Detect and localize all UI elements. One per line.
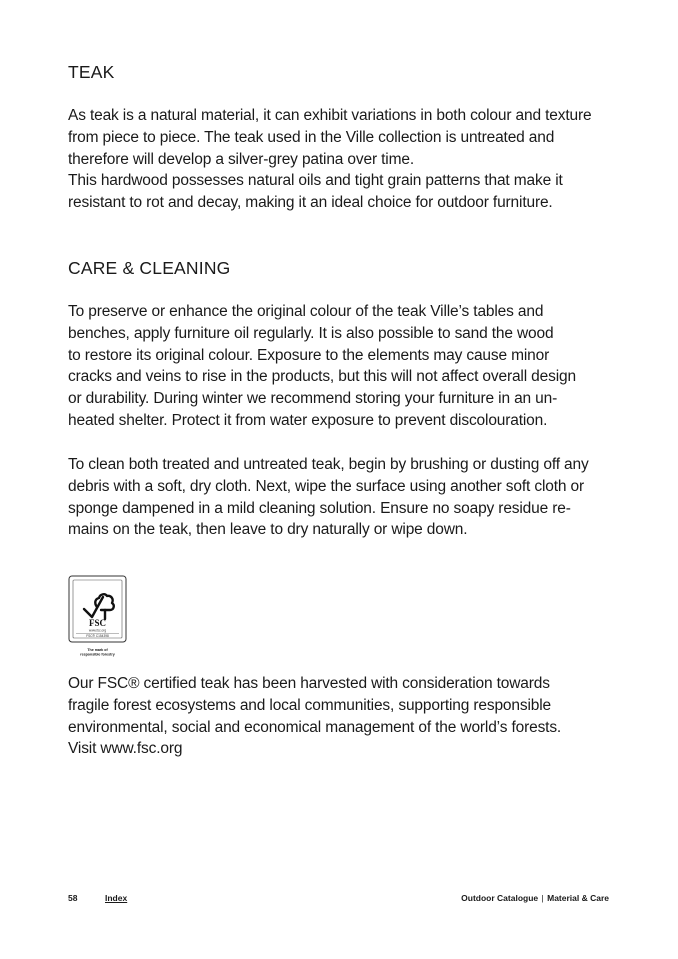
text-line: sponge dampened in a mild cleaning solution. Ensure no soapy residue re- bbox=[68, 499, 571, 517]
care-cleaning-heading: CARE & CLEANING bbox=[68, 258, 231, 278]
text-line: from piece to piece. The teak used in the Ville collection is untreated and bbox=[68, 128, 555, 146]
text-line: Our FSC® certified teak has been harvested with consideration towards bbox=[68, 675, 550, 692]
fsc-tagline: responsible forestry bbox=[80, 652, 115, 657]
section-name: Material & Care bbox=[547, 893, 609, 903]
text-line: benches, apply furniture oil regularly. It is also possible to sand the wood bbox=[68, 324, 554, 342]
text-line: Visit www.fsc.org bbox=[68, 740, 183, 758]
index-link[interactable]: Index bbox=[105, 893, 128, 903]
page-number: 58 bbox=[68, 893, 78, 903]
text-line: therefore will develop a silver-grey patina over time. bbox=[68, 150, 414, 168]
text-line: mains on the teak, then leave to dry naturally or wipe down. bbox=[68, 521, 468, 539]
fsc-logo-url: www.fsc.org bbox=[88, 628, 107, 633]
fsc-logo-code: FSC® C154398 bbox=[86, 634, 109, 638]
cleaning-paragraph bbox=[68, 454, 628, 541]
teak-heading: TEAK bbox=[68, 62, 115, 82]
text-line: This hardwood possesses natural oils and tight grain patterns that make it bbox=[68, 172, 563, 190]
footer-section-label bbox=[461, 892, 609, 904]
fsc-logo bbox=[68, 575, 128, 661]
text-line: As teak is a natural material, it can exhibit variations in both colour and texture bbox=[68, 107, 592, 124]
text-line: debris with a soft, dry cloth. Next, wipe the surface using another soft cloth or bbox=[68, 477, 584, 495]
text-line: to restore its original colour. Exposure to the elements may cause minor bbox=[68, 346, 550, 364]
separator: | bbox=[541, 893, 544, 903]
fsc-logo-label: FSC bbox=[88, 618, 107, 628]
text-line: heated shelter. Protect it from water exposure to prevent discolouration. bbox=[68, 411, 548, 429]
fsc-paragraph bbox=[68, 673, 628, 760]
teak-paragraph bbox=[68, 105, 628, 214]
catalogue-name: Outdoor Catalogue bbox=[461, 893, 539, 903]
text-line: To clean both treated and untreated teak, begin by brushing or dusting off any bbox=[68, 456, 589, 473]
text-line: fragile forest ecosystems and local communities, supporting responsible bbox=[68, 696, 552, 714]
care-paragraph bbox=[68, 301, 628, 432]
text-line: To preserve or enhance the original colour of the teak Ville’s tables and bbox=[68, 303, 544, 320]
text-line: environmental, social and economical management of the world’s forests. bbox=[68, 718, 562, 736]
text-line: or durability. During winter we recommend storing your furniture in an un- bbox=[68, 390, 558, 408]
text-line: resistant to rot and decay, making it an ideal choice for outdoor furniture. bbox=[68, 194, 553, 212]
fsc-tagline: The mark of bbox=[87, 648, 108, 652]
text-line: cracks and veins to rise in the products, but this will not affect overall design bbox=[68, 368, 576, 386]
